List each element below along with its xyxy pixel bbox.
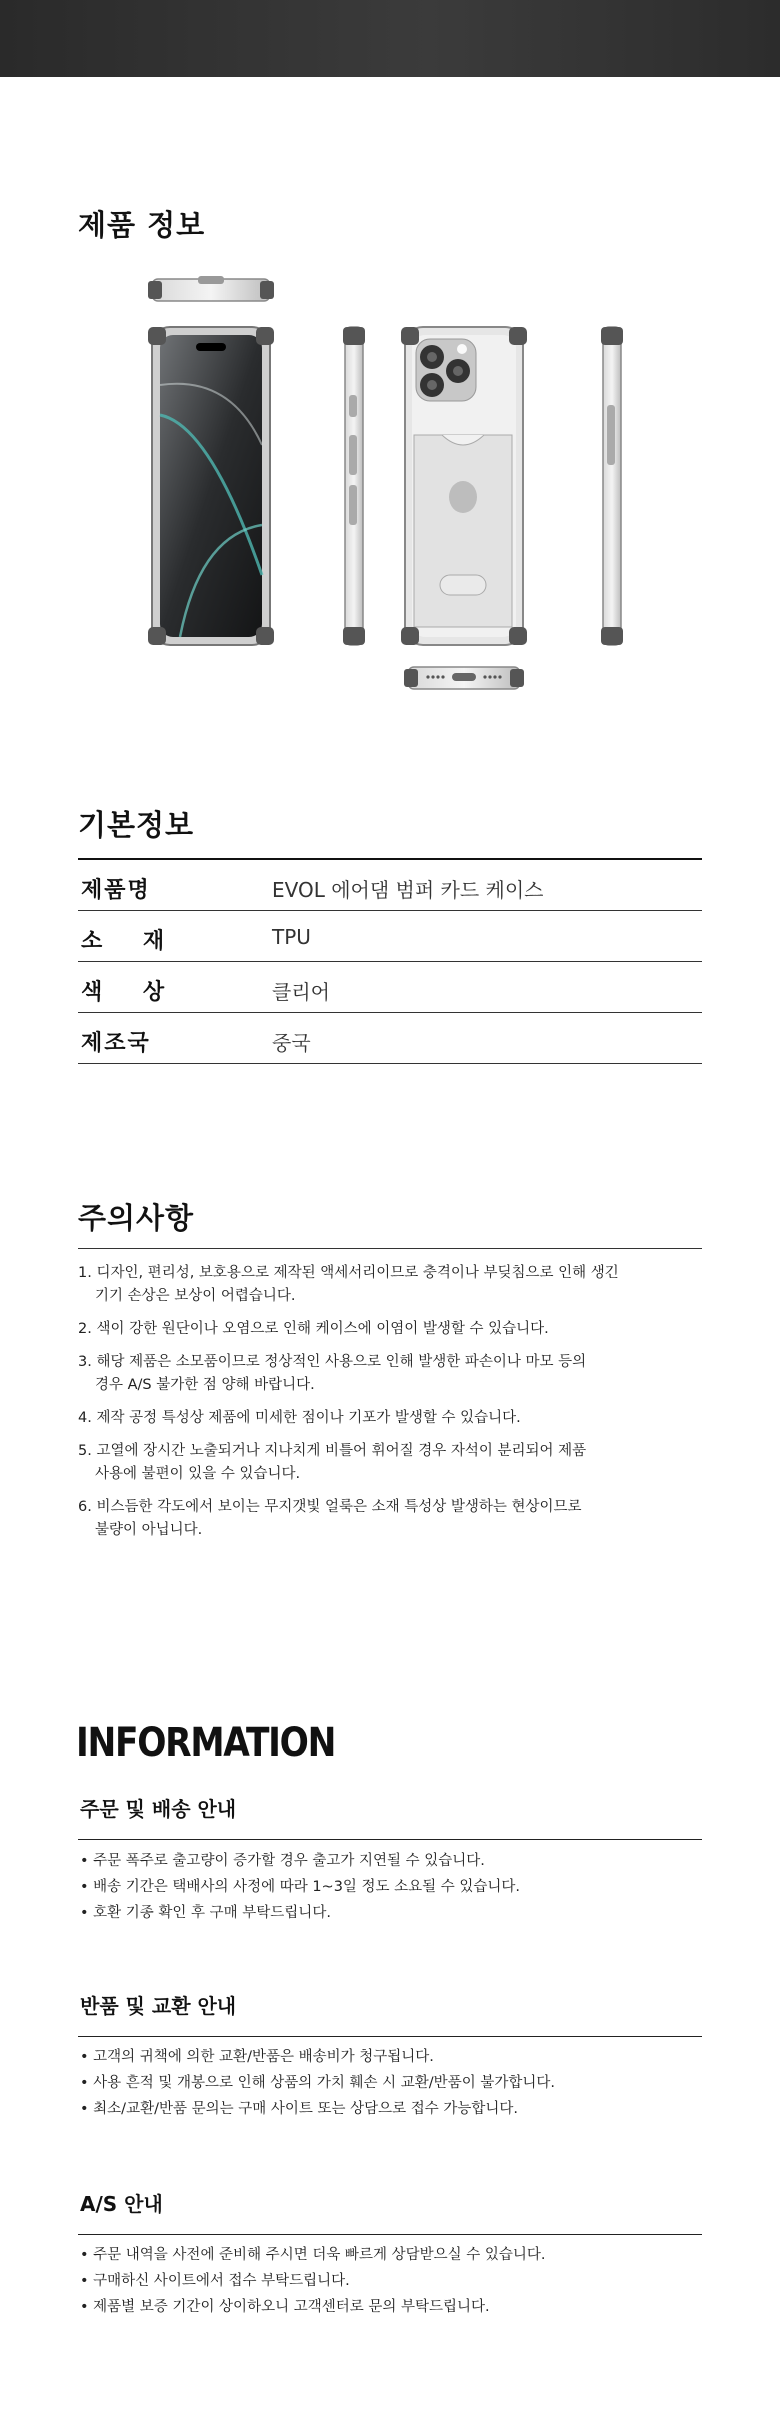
shipping-rule <box>78 1839 702 1840</box>
top-banner-bar <box>0 0 780 77</box>
caution-line: 경우 A/S 불가한 점 양해 바랍니다. <box>95 1377 315 1393</box>
product-info-title: 제품 정보 <box>78 208 206 242</box>
spec-value: 클리어 <box>272 980 330 1004</box>
list-item: • 호환 기종 확인 후 구매 부탁드립니다. <box>80 1900 700 1926</box>
spec-row-material <box>78 911 702 962</box>
caution-item <box>78 1440 698 1486</box>
caution-line: 사용에 불편이 있을 수 있습니다. <box>95 1466 301 1482</box>
return-heading: 반품 및 교환 안내 <box>80 1994 237 2018</box>
caution-title: 주의사항 <box>78 1201 195 1235</box>
back-view <box>401 327 527 645</box>
caution-line: 불량이 아닙니다. <box>95 1522 203 1538</box>
spec-key: 색 상 <box>81 980 167 1005</box>
basic-info-title: 기본정보 <box>78 808 195 842</box>
product-views-illustration <box>140 275 640 705</box>
return-list <box>80 2044 700 2122</box>
list-item: • 고객의 귀책에 의한 교환/반품은 배송비가 청구됩니다. <box>80 2044 700 2070</box>
as-list <box>80 2242 700 2320</box>
spec-key: 제품명 <box>81 878 151 903</box>
return-rule <box>78 2036 702 2037</box>
list-item: • 주문 폭주로 출고량이 증가할 경우 출고가 지연될 수 있습니다. <box>80 1848 700 1874</box>
caution-line: 4. 제작 공정 특성상 제품에 미세한 점이나 기포가 발생할 수 있습니다. <box>78 1410 521 1426</box>
caution-list <box>78 1262 698 1552</box>
caution-line: 6. 비스듬한 각도에서 보이는 무지갯빛 얼룩은 소재 특성상 발생하는 현상이므로 <box>78 1499 582 1515</box>
caution-line: 2. 색이 강한 원단이나 오염으로 인해 케이스에 이염이 발생할 수 있습니다. <box>78 1321 549 1337</box>
spec-key: 제조국 <box>81 1031 151 1056</box>
list-item: • 주문 내역을 사전에 준비해 주시면 더욱 빠르게 상담받으실 수 있습니다. <box>80 2242 700 2268</box>
list-item: • 구매하신 사이트에서 접수 부탁드립니다. <box>80 2268 700 2294</box>
caution-line: 5. 고열에 장시간 노출되거나 지나치게 비틀어 휘어질 경우 자석이 분리되어 제품 <box>78 1443 587 1459</box>
spec-value: 중국 <box>272 1031 311 1055</box>
list-item: • 배송 기간은 택배사의 사정에 따라 1~3일 정도 소요될 수 있습니다. <box>80 1874 700 1900</box>
front-view <box>148 327 274 645</box>
right-side-view <box>601 327 623 645</box>
spec-row-product-name <box>78 860 702 911</box>
list-item: • 최소/교환/반품 문의는 구매 사이트 또는 상담으로 접수 가능합니다. <box>80 2096 700 2122</box>
top-view <box>148 276 274 301</box>
caution-item <box>78 1262 698 1308</box>
as-heading: A/S 안내 <box>80 2192 163 2216</box>
caution-line: 기기 손상은 보상이 어렵습니다. <box>95 1288 296 1304</box>
left-side-view <box>343 327 365 645</box>
as-rule <box>78 2234 702 2235</box>
caution-line: 1. 디자인, 편리성, 보호용으로 제작된 액세서리이므로 충격이나 부딪침으로 인해 생긴 <box>78 1265 619 1281</box>
spec-value: TPU <box>272 925 311 949</box>
caution-rule <box>78 1248 702 1249</box>
caution-item <box>78 1351 698 1397</box>
spec-key: 소 재 <box>81 929 167 954</box>
spec-row-color <box>78 962 702 1013</box>
caution-item <box>78 1407 698 1430</box>
information-title: INFORMATION <box>76 1720 336 1766</box>
caution-item <box>78 1496 698 1542</box>
caution-item <box>78 1318 698 1341</box>
list-item: • 사용 흔적 및 개봉으로 인해 상품의 가치 훼손 시 교환/반품이 불가합니다. <box>80 2070 700 2096</box>
caution-line: 3. 해당 제품은 소모품이므로 정상적인 사용으로 인해 발생한 파손이나 마모 등의 <box>78 1354 587 1370</box>
shipping-list <box>80 1848 700 1926</box>
shipping-heading: 주문 및 배송 안내 <box>80 1797 237 1821</box>
bottom-view <box>404 667 524 689</box>
spec-value: EVOL 에어댐 범퍼 카드 케이스 <box>272 878 544 902</box>
list-item: • 제품별 보증 기간이 상이하오니 고객센터로 문의 부탁드립니다. <box>80 2294 700 2320</box>
spec-row-origin <box>78 1013 702 1064</box>
